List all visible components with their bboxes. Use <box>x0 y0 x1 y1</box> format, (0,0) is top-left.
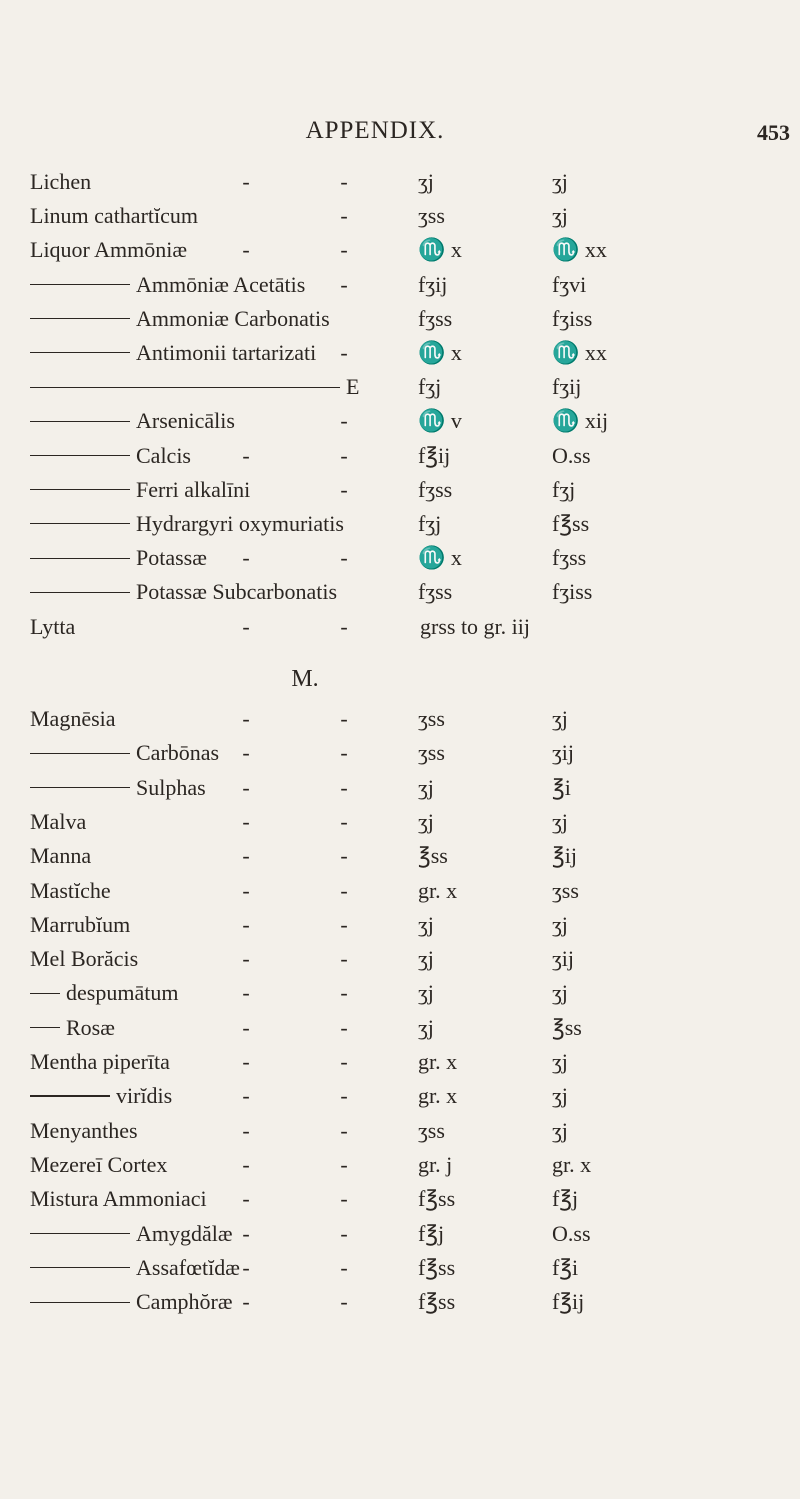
table-row <box>0 577 800 607</box>
entry-name <box>30 1047 170 1077</box>
leader-dash: - <box>242 1083 250 1109</box>
max-dose: fʒvi <box>552 271 587 297</box>
table-row <box>0 475 800 505</box>
min-dose: ʒss <box>418 1117 445 1143</box>
leader-dash: - <box>340 843 348 869</box>
leader-dash: - <box>242 1289 250 1315</box>
table-row <box>0 1184 800 1214</box>
page-title: APPENDIX. <box>305 117 445 144</box>
dose-range: grss to gr. iij <box>420 614 531 639</box>
entry-name <box>30 577 337 607</box>
entry-name-text: Hydrargyri oxymuriatis <box>136 511 344 536</box>
entry-name-text: Mel Borăcis <box>30 946 139 972</box>
min-dose: ℥ss <box>418 843 448 869</box>
table-row <box>0 876 800 906</box>
entry-name <box>30 1287 233 1317</box>
min-dose: ♏ x <box>418 340 462 365</box>
max-dose: ʒj <box>552 911 568 937</box>
max-dose: fʒij <box>552 374 582 400</box>
ditto-rule <box>30 1233 130 1234</box>
ditto-rule <box>30 421 130 422</box>
entry-name <box>30 944 138 974</box>
entry-name <box>30 876 111 906</box>
ditto-rule <box>30 489 130 490</box>
entry-name-text: Linum cathartĭcum <box>30 203 198 229</box>
table-row <box>0 978 800 1008</box>
table-row <box>0 807 800 837</box>
max-dose: fʒiss <box>552 305 593 331</box>
entry-name-text: Amygdălæ <box>136 1220 233 1246</box>
leader-dash: - <box>340 1220 348 1246</box>
entry-name-text: Arsenicālis <box>136 408 235 434</box>
entry-name-text: Liquor Ammōniæ <box>30 237 188 263</box>
leader-dash: - <box>340 1049 348 1074</box>
ditto-rule <box>30 523 130 524</box>
entry-name <box>30 1219 233 1249</box>
max-dose: ʒj <box>552 1049 568 1074</box>
table-row <box>0 1081 800 1111</box>
min-dose: f℥ij <box>418 442 451 468</box>
section-letter-m: M. <box>291 666 319 692</box>
entry-name-text: despumātum <box>66 980 179 1006</box>
entry-name <box>30 201 198 231</box>
ditto-rule <box>30 1267 130 1268</box>
entry-name <box>30 1116 138 1146</box>
leader-dash: - <box>340 980 348 1006</box>
leader-dash: - <box>340 911 348 937</box>
min-dose: f℥ss <box>418 1186 456 1212</box>
leader-dash: - <box>242 911 250 937</box>
min-dose: ♏ x <box>418 545 462 571</box>
entry-name-text: Mentha piperīta <box>30 1049 170 1074</box>
leader-dash: - <box>242 545 250 571</box>
entry-name <box>30 235 187 265</box>
entry-name <box>30 270 305 300</box>
entry-name <box>30 841 91 871</box>
max-dose: fʒss <box>552 545 587 571</box>
ditto-rule <box>30 284 130 285</box>
max-dose: O.ss <box>552 442 591 468</box>
leader-dash: - <box>242 1151 250 1177</box>
entry-name-text: Marrubĭum <box>30 911 131 937</box>
entry-name-text: Carbōnas <box>136 740 220 766</box>
max-dose: f℥ss <box>552 511 590 536</box>
table-row <box>0 235 800 265</box>
ditto-rule <box>30 993 60 994</box>
max-dose: ʒj <box>552 980 568 1006</box>
table-row <box>0 1116 800 1146</box>
max-dose: ℥ij <box>552 843 577 869</box>
entry-name-text: Mezereī Cortex <box>30 1151 168 1177</box>
leader-dash: - <box>242 1254 250 1280</box>
max-dose: fʒiss <box>552 579 593 605</box>
min-dose: ʒss <box>418 706 445 731</box>
min-dose: ʒj <box>418 774 434 800</box>
entry-name <box>30 441 191 471</box>
max-dose: f℥i <box>552 1254 579 1280</box>
entry-name-text: Camphŏræ <box>136 1289 233 1315</box>
entry-name-text: Sulphas <box>136 774 206 800</box>
entry-name-text: virĭdis <box>116 1083 173 1109</box>
leader-dash: - <box>340 808 348 834</box>
entry-name <box>30 1013 115 1043</box>
ditto-rule <box>30 787 130 788</box>
max-dose: ʒss <box>552 877 579 903</box>
table-row <box>0 441 800 471</box>
entry-name-text: Menyanthes <box>30 1117 138 1143</box>
min-dose: ♏ x <box>418 237 462 263</box>
leader-dash: - <box>242 237 250 263</box>
entry-name <box>30 406 235 436</box>
min-dose: f℥ss <box>418 1289 456 1315</box>
table-row <box>0 1150 800 1180</box>
leader-dash: - <box>242 706 250 731</box>
leader-dash: - <box>340 1254 348 1280</box>
leader-dash: - <box>340 740 348 766</box>
leader-dash: - <box>242 1186 250 1212</box>
max-dose: ♏ xij <box>552 408 609 434</box>
table-row <box>0 612 800 642</box>
max-dose: fʒj <box>552 476 576 502</box>
entry-name-text: Magnēsia <box>30 706 116 731</box>
entry-name <box>30 910 130 940</box>
entry-name <box>30 338 316 368</box>
max-dose: ʒj <box>552 808 568 834</box>
table-row <box>0 1013 800 1043</box>
leader-dash: - <box>340 1117 348 1143</box>
entry-name-text: Ammōniæ Acetātis <box>136 271 306 297</box>
max-dose: ℥i <box>552 774 571 800</box>
leader-dash: - <box>242 614 250 639</box>
min-dose: ʒj <box>418 980 434 1006</box>
max-dose: ʒj <box>552 169 568 194</box>
min-dose: fʒj <box>418 374 442 400</box>
max-dose: ʒj <box>552 1083 568 1109</box>
max-dose: ʒj <box>552 203 568 229</box>
max-dose: ʒij <box>552 946 574 972</box>
leader-dash: - <box>242 980 250 1006</box>
entry-name-text: Manna <box>30 843 92 869</box>
min-dose: ʒj <box>418 946 434 972</box>
table-row <box>0 738 800 768</box>
entry-name <box>30 773 206 803</box>
leader-dash: - <box>340 1083 348 1109</box>
entry-name <box>30 509 344 539</box>
leader-dash: - <box>242 774 250 800</box>
table-row <box>0 910 800 940</box>
entry-name-text: Lichen <box>30 169 92 194</box>
table-row <box>0 1047 800 1077</box>
leader-dash: - <box>340 340 348 365</box>
leader-dash: - <box>242 877 250 903</box>
min-dose: f℥ss <box>418 1254 456 1280</box>
table-row <box>0 1219 800 1249</box>
entry-name <box>30 1184 207 1214</box>
min-dose: gr. x <box>418 877 458 903</box>
entry-name-text: Mastĭche <box>30 877 111 903</box>
entry-name <box>30 1150 167 1180</box>
entry-name-text: Potassæ Subcarbonatis <box>136 579 338 605</box>
table-row <box>0 1253 800 1283</box>
table-row <box>0 841 800 871</box>
entry-name-text: Ammoniæ Carbonatis <box>136 305 330 331</box>
table-row <box>0 543 800 573</box>
leader-dash: - <box>340 1014 348 1040</box>
min-dose: fʒss <box>418 305 453 331</box>
table-row <box>0 509 800 539</box>
leader-dash: - <box>242 740 250 766</box>
min-dose: ʒj <box>418 169 434 194</box>
entry-name-text: Calcis <box>136 442 191 468</box>
table-row <box>0 304 800 334</box>
max-dose: gr. x <box>552 1151 592 1177</box>
leader-dash: - <box>242 808 250 834</box>
ditto-rule <box>30 455 130 456</box>
leader-dash: - <box>340 774 348 800</box>
table-row <box>0 201 800 231</box>
leader-dash: - <box>340 203 348 229</box>
ditto-rule <box>30 1302 130 1303</box>
entry-name <box>30 704 116 734</box>
max-dose: ʒj <box>552 1117 568 1143</box>
leader-dash: - <box>340 408 348 434</box>
max-dose: ʒj <box>552 706 568 731</box>
entry-name <box>30 167 91 197</box>
max-dose: O.ss <box>552 1220 591 1246</box>
min-dose: ʒj <box>418 1014 434 1040</box>
leader-dash: - <box>340 1289 348 1315</box>
table-row <box>0 704 800 734</box>
min-dose: gr. j <box>418 1151 453 1177</box>
max-dose: f℥j <box>552 1186 579 1212</box>
table-row <box>0 338 800 368</box>
entry-name <box>30 807 86 837</box>
min-dose: ʒss <box>418 740 445 766</box>
min-dose: gr. x <box>418 1049 458 1074</box>
leader-dash: - <box>340 706 348 731</box>
max-dose: ʒij <box>552 740 574 766</box>
leader-dash: - <box>340 271 348 297</box>
page-number: 453 <box>757 120 790 145</box>
entry-name <box>30 1081 172 1111</box>
leader-dash: - <box>340 946 348 972</box>
entry-name <box>30 1253 240 1283</box>
entry-name-text: Ferri alkalīni <box>136 476 251 502</box>
ditto-rule <box>30 1095 110 1097</box>
leader-dash: - <box>242 1049 250 1074</box>
entry-name-text: Mistura Ammoniaci <box>30 1186 207 1212</box>
table-row <box>0 167 800 197</box>
entry-name <box>30 543 207 573</box>
ditto-rule <box>30 352 130 353</box>
min-dose: ʒss <box>418 203 445 229</box>
max-dose: f℥ij <box>552 1289 585 1315</box>
ditto-rule <box>30 1027 60 1028</box>
table-row <box>0 944 800 974</box>
ditto-rule <box>30 558 130 559</box>
entry-name: Lytta <box>30 614 76 639</box>
ditto-rule <box>30 753 130 754</box>
entry-name <box>30 304 330 334</box>
min-dose: fʒss <box>418 476 453 502</box>
leader-dash: - <box>242 843 250 869</box>
entry-name <box>30 372 359 402</box>
leader-dash: - <box>340 169 348 194</box>
min-dose: gr. x <box>418 1083 458 1109</box>
ditto-rule <box>30 318 130 319</box>
max-dose: ℥ss <box>552 1014 582 1040</box>
entry-name-text: Potassæ <box>136 545 207 571</box>
leader-dash: - <box>340 1151 348 1177</box>
min-dose: fʒss <box>418 579 453 605</box>
table-row <box>0 372 800 402</box>
max-dose: ♏ xx <box>552 237 607 263</box>
leader-dash: - <box>242 169 250 194</box>
leader-dash: - <box>340 614 348 639</box>
leader-dash: - <box>242 946 250 972</box>
entry-name <box>30 475 250 505</box>
min-dose: ♏ v <box>418 408 462 434</box>
entry-name-text: E <box>346 374 360 400</box>
entry-name-text: Assafœtĭdæ <box>136 1254 240 1280</box>
entry-name-text: Rosæ <box>66 1014 115 1040</box>
leader-dash: - <box>242 1014 250 1040</box>
leader-dash: - <box>242 442 250 468</box>
leader-dash: - <box>340 442 348 468</box>
leader-dash: - <box>340 1186 348 1212</box>
entry-name <box>30 978 178 1008</box>
min-dose: ʒj <box>418 808 434 834</box>
leader-dash: - <box>242 1220 250 1246</box>
leader-dash: - <box>340 476 348 502</box>
table-row <box>0 270 800 300</box>
min-dose: ʒj <box>418 911 434 937</box>
entry-name <box>30 738 219 768</box>
leader-dash: - <box>242 1117 250 1143</box>
min-dose: fʒj <box>418 511 442 536</box>
table-row <box>0 406 800 436</box>
entry-name-text: Malva <box>30 808 87 834</box>
ditto-rule <box>30 387 340 388</box>
leader-dash: - <box>340 877 348 903</box>
leader-dash: - <box>340 237 348 263</box>
max-dose: ♏ xx <box>552 340 607 365</box>
table-row <box>0 1287 800 1317</box>
table-row <box>0 773 800 803</box>
entry-name-text: Antimonii tartarizati <box>136 340 317 365</box>
min-dose: f℥j <box>418 1220 445 1246</box>
min-dose: fʒij <box>418 271 448 297</box>
leader-dash: - <box>340 545 348 571</box>
ditto-rule <box>30 592 130 593</box>
